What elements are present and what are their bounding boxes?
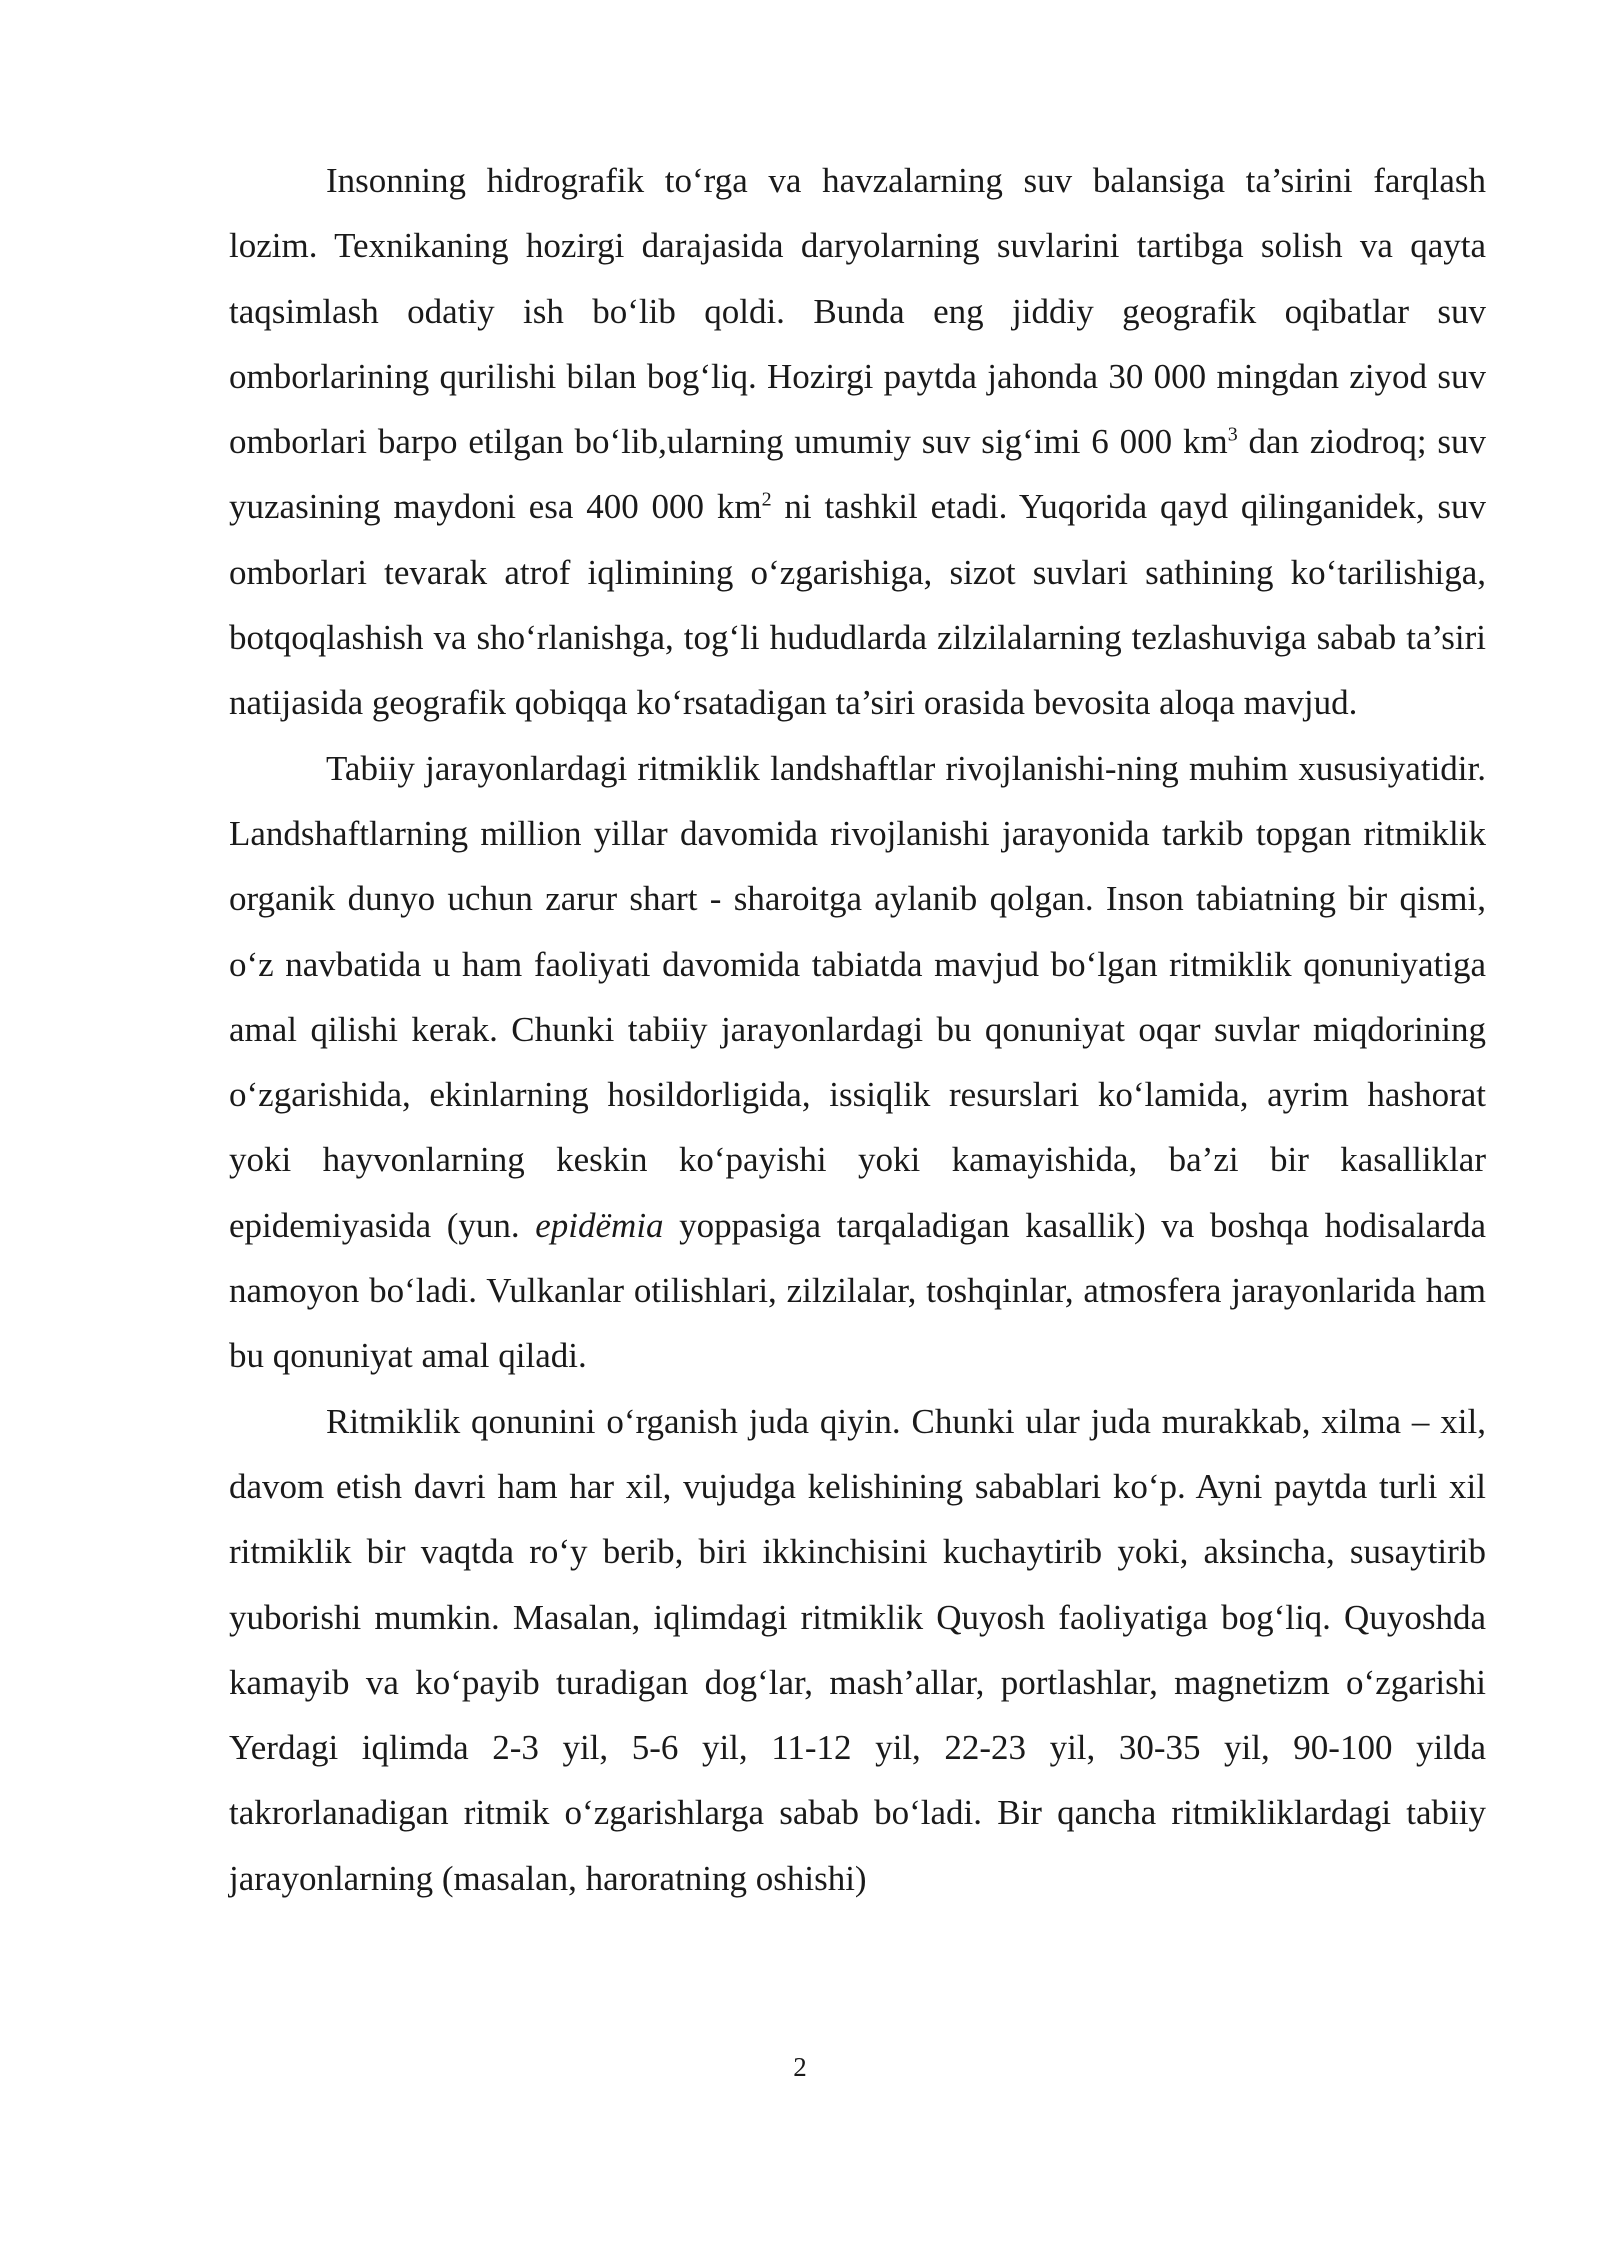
paragraph-text: Insonning hidrografik to‘rga va havzalarning suv balansiga ta’sirini farqlash lozim. Texnikaning hozirgi darajasida daryolarning suvlarini tartibga solish va qayta taqsimlash odatiy ish bo‘lib qoldi. Bunda eng jiddiy geografik oqibatlar suv omborlarining qurilishi bilan bog‘liq. Hozirgi paytda jahonda 30 000 mingdan ziyod suv omborlari barpo etilgan bo‘lib,ularning umumiy suv sig‘imi 6 000 km [229,161,1486,462]
superscript-square: 2 [761,488,772,511]
superscript-cubic: 3 [1227,423,1238,446]
paragraph-text: Ritmiklik qonunini o‘rganish juda qiyin. Chunki ular juda murakkab, xilma – xil, davom etish davri ham har xil, vujudga kelishining sabablari ko‘p. Ayni paytda turli xil ritmiklik bir vaqtda ro‘y berib, biri ikkinchisini kuchaytirib yoki, aksincha, susaytirib yuborishi mumkin. Masalan, iqlimdagi ritmiklik Quyosh faoliyatiga bog‘liq. Quyoshda kamayib va ko‘payib turadigan dog‘lar, mash’allar, portlashlar, magnetizm o‘zgarishi Yerdagi iqlimda 2-3 yil, 5-6 yil, 11-12 yil, 22-23 yil, 30-35 yil, 90-100 yilda takrorlanadigan ritmik o‘zgarishlarga sabab bo‘ladi. Bir qancha ritmikliklardagi tabiiy jarayonlarning (masalan, haroratning oshishi) [229,1401,1486,1898]
paragraph-text: Tabiiy jarayonlardagi ritmiklik landshaftlar rivojlanishi-ning muhim xususiyatidir. Landshaftlarning million yillar davomida rivojlanishi jarayonida tarkib topgan ritmiklik organik dunyo uchun zarur shart - sharoitga aylanib qolgan. Inson tabiatning bir qismi, o‘z navbatida u ham faoliyati davomida tabiatda mavjud bo‘lgan ritmiklik qonuniyatiga amal qilishi kerak. Chunki tabiiy jarayonlardagi bu qonuniyat oqar suvlar miqdorining o‘zgarishida, ekinlarning hosildorligida, issiqlik resurslari ko‘lamida, ayrim hashorat yoki hayvonlarning keskin ko‘payishi yoki kamayishida, ba’zi bir kasalliklar epidemiyasida (yun. [229,748,1486,1245]
paragraph-rhythm-law [229,1389,1486,1911]
italic-term: epidёmia [535,1205,664,1245]
paragraph-reservoirs [229,148,1486,736]
paragraph-text: yoppasiga tarqaladigan kasallik) va boshqa hodisalarda namoyon bo‘ladi. Vulkanlar otilishlari, zilzilalar, toshqinlar, atmosfera jarayonlarida ham bu qonuniyat amal qiladi. [229,1205,1487,1376]
paragraph-text: ni tashkil etadi. Yuqorida qayd qilinganidek, suv omborlari tevarak atrof iqlimining o‘zgarishiga, sizot suvlari sathining ko‘tarilishiga, botqoqlashish va sho‘rlanishga, tog‘li hududlarda zilzilalarning tezlashuviga sabab ta’siri natijasida geografik qobiqqa ko‘rsatadigan ta’siri orasida bevosita aloqa mavjud. [229,487,1486,723]
page-number: 2 [793,2052,807,2082]
paragraph-rhythmicity [229,736,1486,1389]
document-body [229,148,1486,1911]
paragraph-text: dan ziodroq; suv yuzasining maydoni esa 400 000 km [229,422,1486,527]
